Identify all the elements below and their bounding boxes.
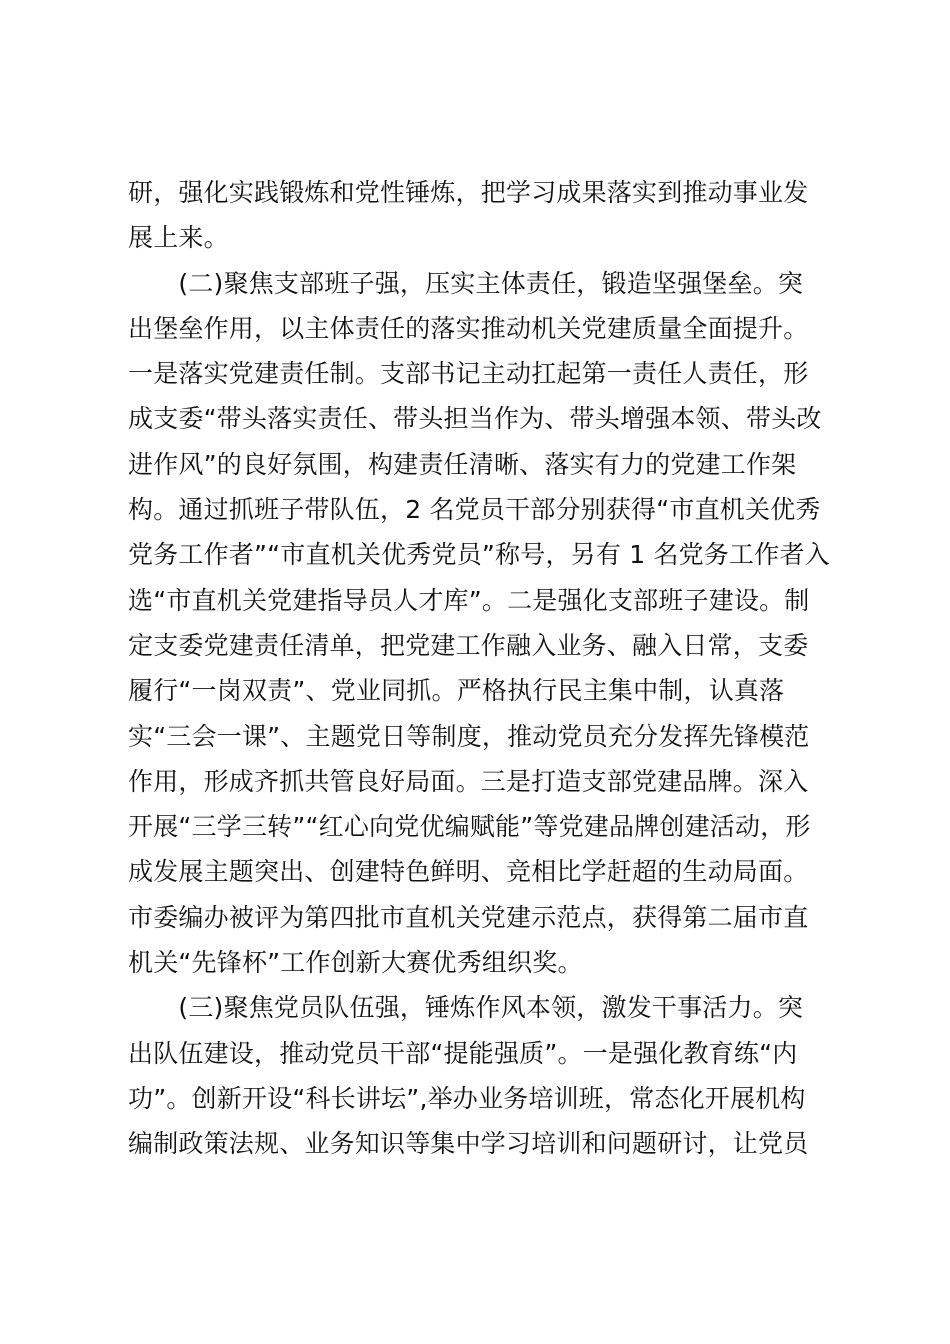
text-line: 一是落实党建责任制。支部书记主动扛起第一责任人责任，形 [128,359,809,389]
text-line: 功”。创新开设“科长讲坛”,举办业务培训班，常态化开展机构 [128,1083,806,1113]
text-line: 选“市直机关党建指导员人才库”。二是强化支部班子建设。制 [128,585,810,615]
text-line: 实“三会一课”、主题党日等制度，推动党员充分发挥先锋模范 [128,721,810,751]
text-line: 成支委“带头落实责任、带头担当作为、带头增强本领、带头改 [128,404,822,434]
text-line: 机关“先锋杯”工作创新大赛优秀组织奖。 [128,948,583,978]
text-line: 构。通过抓班子带队伍，2 名党员干部分别获得“市直机关优秀 [128,495,821,525]
text-line: 作用，形成齐抓共管良好局面。三是打造支部党建品牌。深入 [128,766,809,796]
text-line: (二)聚焦支部班子强，压实主体责任，锻造坚强堡垒。突 [128,268,804,298]
text-line: 出堡垒作用，以主体责任的落实推动机关党建质量全面提升。 [128,313,809,343]
body-text [128,170,848,1167]
text-line: 党务工作者”“市直机关优秀党员”称号，另有 1 名党务工作者入 [128,540,830,570]
text-line: 成发展主题突出、创建特色鲜明、竞相比学赶超的生动局面。 [128,857,809,887]
text-line: 履行“一岗双责”、党业同抓。严格执行民主集中制，认真落 [128,676,785,706]
text-line: (三)聚焦党员队伍强，锤炼作风本领，激发干事活力。突 [128,993,804,1023]
text-line: 展上来。 [128,223,229,253]
text-line: 进作风”的良好氛围，构建责任清晰、落实有力的党建工作架 [128,449,797,479]
text-line: 市委编办被评为第四批市直机关党建示范点，获得第二届市直 [128,902,809,932]
text-line: 编制政策法规、业务知识等集中学习培训和问题研讨，让党员 [128,1129,809,1159]
text-line: 出队伍建设，推动党员干部“提能强质”。一是强化教育练“内 [128,1038,798,1068]
text-line: 研，强化实践锻炼和党性锤炼，把学习成果落实到推动事业发 [128,178,809,207]
text-line: 定支委党建责任清单，把党建工作融入业务、融入日常，支委 [128,630,809,660]
text-line: 开展“三学三转”“红心向党优编赋能”等党建品牌创建活动，形 [128,812,811,842]
